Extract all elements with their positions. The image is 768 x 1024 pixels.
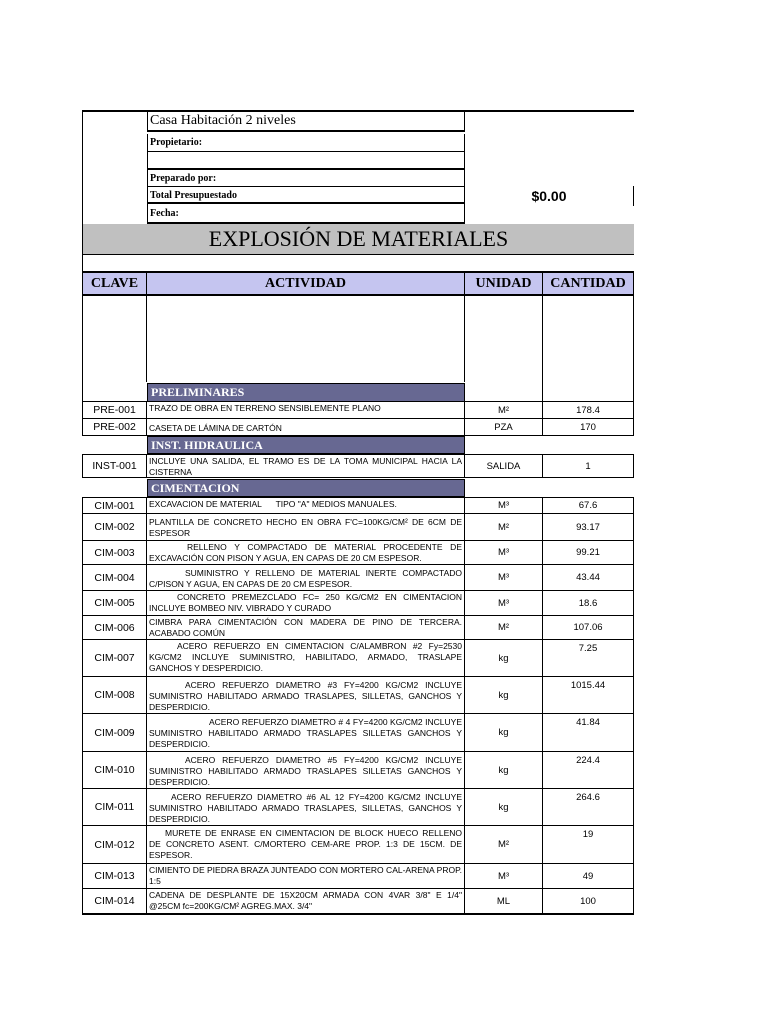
row-cim-006-desc: CIMBRA PARA CIMENTACIÓN CON MADERA DE PINO DE TERCERA. ACABADO COMÚN: [146, 615, 465, 640]
row-cim-008-clave: CIM-008: [82, 676, 147, 714]
row-cim-003-qty: 99.21: [542, 540, 634, 565]
date-label: Fecha:: [147, 204, 465, 224]
row-pre-001-clave: PRE-001: [82, 401, 147, 419]
row-cim-004-desc: SUMINISTRO Y RELLENO DE MATERIAL INERTE COMPACTADO C/PISON Y AGUA, EN CAPAS DE 20 CM ESPESOR.: [146, 564, 465, 591]
row-cim-006-clave: CIM-006: [82, 615, 147, 640]
blank-cell-actividad: [146, 296, 465, 382]
row-cim-002-unit: M²: [464, 513, 543, 541]
prepared-label: Preparado por:: [147, 170, 465, 187]
row-cim-005-unit: M³: [464, 590, 543, 616]
row-cim-001-clave: CIM-001: [82, 497, 147, 514]
row-pre-001-desc: TRAZO DE OBRA EN TERRENO SENSIBLEMENTE PLANO: [146, 401, 465, 419]
row-cim-009-clave: CIM-009: [82, 713, 147, 752]
row-inst-001-unit: SALIDA: [464, 454, 543, 478]
row-cim-010-clave: CIM-010: [82, 751, 147, 789]
row-cim-009-desc: ACERO REFUERZO DIAMETRO # 4 FY=4200 KG/CM2 INCLUYE SUMINISTRO HABILITADO ARMADO TRASLAPES SILLETAS GANCHOS Y DESPERDICIO.: [146, 713, 465, 752]
spacer-row: [82, 255, 634, 272]
column-header-cantidad: CANTIDAD: [542, 272, 634, 296]
page-title: EXPLOSIÓN DE MATERIALES: [82, 224, 634, 255]
row-inst-001-clave: INST-001: [82, 454, 147, 478]
row-cim-012-desc: MURETE DE ENRASE EN CIMENTACION DE BLOCK HUECO RELLENO DE CONCRETO ASENT. C/MORTERO CEM-ARE PROP. 1:3 DE 15CM. DE ESPESOR.: [146, 825, 465, 864]
row-cim-012-unit: M²: [464, 825, 543, 864]
total-value-border: [633, 186, 634, 206]
row-cim-002-desc: PLANTILLA DE CONCRETO HECHO EN OBRA F'C=100KG/CM² DE 6CM DE ESPESOR: [146, 513, 465, 541]
row-cim-013-qty: 49: [542, 863, 634, 889]
row-cim-011-clave: CIM-011: [82, 788, 147, 826]
row-cim-011-desc: ACERO REFUERZO DIAMETRO #6 AL 12 FY=4200 KG/CM2 INCLUYE SUMINISTRO HABILITADO ARMADO TRASLAPES, SILLETAS, GANCHOS Y DESPERDICIO.: [146, 788, 465, 826]
row-cim-014-clave: CIM-014: [82, 888, 147, 915]
column-header-unidad: UNIDAD: [464, 272, 543, 296]
row-pre-002-clave: PRE-002: [82, 418, 147, 436]
blank-cell-clave: [82, 296, 147, 402]
section-header-inst-hidraulica: INST. HIDRAULICA: [147, 436, 465, 454]
row-cim-005-clave: CIM-005: [82, 590, 147, 616]
row-cim-004-qty: 43.44: [542, 564, 634, 591]
row-cim-008-qty: 1015.44: [542, 676, 634, 714]
total-value: $0.00: [531, 188, 567, 204]
row-cim-001-unit: M³: [464, 497, 543, 514]
total-label: Total Presupuestado: [147, 187, 465, 204]
row-cim-007-unit: kg: [464, 639, 543, 677]
row-pre-002-desc: CASETA DE LÁMINA DE CARTÓN: [146, 418, 465, 436]
row-cim-003-unit: M³: [464, 540, 543, 565]
row-pre-001-unit: M²: [464, 401, 543, 419]
column-header-actividad: ACTIVIDAD: [146, 272, 465, 296]
blank-cell-cantidad: [542, 296, 634, 402]
project-title: Casa Habitación 2 niveles: [147, 110, 465, 132]
row-cim-005-desc: CONCRETO PREMEZCLADO FC= 250 KG/CM2 EN CIMENTACION INCLUYE BOMBEO NIV. VIBRADO Y CURADO: [146, 590, 465, 616]
header-left-cell: [82, 110, 147, 224]
row-pre-002-qty: 170: [542, 418, 634, 436]
row-cim-013-clave: CIM-013: [82, 863, 147, 889]
row-cim-006-unit: M²: [464, 615, 543, 640]
column-header-clave: CLAVE: [82, 272, 147, 296]
row-cim-013-desc: CIMIENTO DE PIEDRA BRAZA JUNTEADO CON MORTERO CAL-ARENA PROP. 1:5: [146, 863, 465, 889]
row-cim-003-desc: RELLENO Y COMPACTADO DE MATERIAL PROCEDENTE DE EXCAVACIÓN CON PISON Y AGUA, EN CAPAS DE 20 CM ESPESOR.: [146, 540, 465, 565]
row-cim-014-qty: 100: [542, 888, 634, 915]
row-pre-002-unit: PZA: [464, 418, 543, 436]
row-cim-010-qty: 224.4: [542, 751, 634, 789]
row-inst-001-qty: 1: [542, 454, 634, 478]
owner-label: Propietario:: [147, 134, 465, 152]
row-cim-008-unit: kg: [464, 676, 543, 714]
row-cim-004-unit: M³: [464, 564, 543, 591]
row-cim-012-clave: CIM-012: [82, 825, 147, 864]
row-cim-001-desc: EXCAVACION DE MATERIAL TIPO "A" MEDIOS MANUALES.: [146, 497, 465, 514]
row-cim-002-qty: 93.17: [542, 513, 634, 541]
row-inst-001-desc: INCLUYE UNA SALIDA, EL TRAMO ES DE LA TOMA MUNICIPAL HACIA LA CISTERNA: [146, 454, 465, 478]
row-cim-004-clave: CIM-004: [82, 564, 147, 591]
row-cim-009-qty: 41.84: [542, 713, 634, 752]
row-cim-014-unit: ML: [464, 888, 543, 915]
row-cim-003-clave: CIM-003: [82, 540, 147, 565]
row-cim-005-qty: 18.6: [542, 590, 634, 616]
row-cim-007-clave: CIM-007: [82, 639, 147, 677]
row-cim-012-qty: 19: [542, 825, 634, 864]
row-cim-007-qty: 7.25: [542, 639, 634, 677]
row-cim-008-desc: ACERO REFUERZO DIAMETRO #3 FY=4200 KG/CM2 INCLUYE SUMINISTRO HABILITADO ARMADO TRASLAPES, SILLETAS, GANCHOS Y DESPERDICIO.: [146, 676, 465, 714]
row-cim-007-desc: ACERO REFUERZO EN CIMENTACION C/ALAMBRON #2 Fy=2530 KG/CM2 INCLUYE SUMINISTRO, HABILITADO, ARMADO, TRASLAPE GANCHOS Y DESPERDICIO.: [146, 639, 465, 677]
row-cim-013-unit: M³: [464, 863, 543, 889]
blank-cell-unidad: [464, 296, 543, 402]
section-header-preliminares: PRELIMINARES: [147, 383, 465, 402]
header-top-rule: [464, 110, 634, 112]
row-cim-011-qty: 264.6: [542, 788, 634, 826]
row-cim-014-desc: CADENA DE DESPLANTE DE 15X20CM ARMADA CON 4VAR 3/8" E 1/4" @25CM fc=200KG/CM² AGREG.MAX. 3/4": [146, 888, 465, 915]
row-cim-001-qty: 67.6: [542, 497, 634, 514]
row-cim-010-desc: ACERO REFUERZO DIAMETRO #5 FY=4200 KG/CM2 INCLUYE SUMINISTRO HABILITADO ARMADO TRASLAPES SILLETAS GANCHOS Y DESPERDICIO.: [146, 751, 465, 789]
owner-value-field[interactable]: [147, 152, 465, 170]
row-cim-011-unit: kg: [464, 788, 543, 826]
row-cim-010-unit: kg: [464, 751, 543, 789]
row-cim-009-unit: kg: [464, 713, 543, 752]
row-pre-001-qty: 178.4: [542, 401, 634, 419]
row-cim-002-clave: CIM-002: [82, 513, 147, 541]
section-header-cimentacion: CIMENTACION: [147, 479, 465, 497]
row-cim-006-qty: 107.06: [542, 615, 634, 640]
